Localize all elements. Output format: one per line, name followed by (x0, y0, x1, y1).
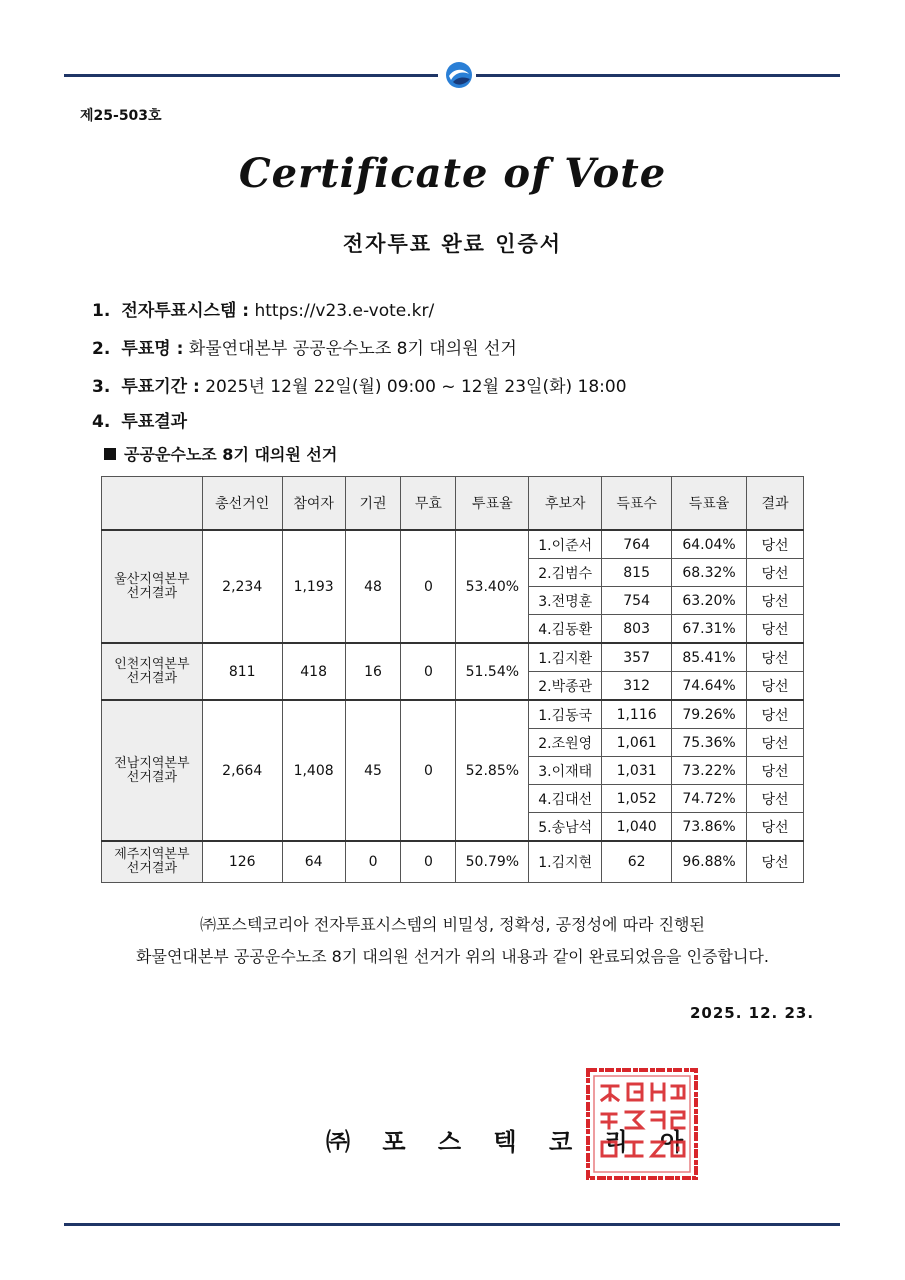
result-cell: 당선 (747, 757, 804, 785)
result-cell: 당선 (747, 700, 804, 729)
votes-cell: 1,116 (602, 700, 672, 729)
vote-rate-cell: 96.88% (672, 841, 747, 883)
votes-cell: 754 (602, 587, 672, 615)
candidate-cell: 4.김동환 (529, 615, 602, 644)
vote-rate-cell: 74.64% (672, 672, 747, 701)
result-cell: 당선 (747, 672, 804, 701)
votes-cell: 815 (602, 559, 672, 587)
invalid-cell: 0 (401, 530, 456, 643)
top-rule-left (64, 74, 438, 77)
abstain-cell: 48 (345, 530, 401, 643)
bottom-rule (64, 1223, 840, 1226)
info-item-system: 1. 전자투표시스템 : https://v23.e-vote.kr/ (92, 301, 435, 321)
votes-cell: 1,031 (602, 757, 672, 785)
vote-rate-cell: 68.32% (672, 559, 747, 587)
candidate-cell: 4.김대선 (529, 785, 602, 813)
votes-cell: 62 (602, 841, 672, 883)
votes-cell: 357 (602, 643, 672, 672)
abstain-cell: 0 (345, 841, 401, 883)
vote-rate-cell: 64.04% (672, 530, 747, 559)
result-cell: 당선 (747, 587, 804, 615)
vote-rate-cell: 73.86% (672, 813, 747, 842)
table-row (102, 700, 804, 729)
vote-rate-cell: 74.72% (672, 785, 747, 813)
participants-cell: 1,408 (282, 700, 345, 841)
results-table (101, 476, 804, 883)
header-abstain: 기권 (345, 477, 401, 531)
participants-cell: 418 (282, 643, 345, 700)
vote-rate-cell: 73.22% (672, 757, 747, 785)
result-cell: 당선 (747, 841, 804, 883)
result-cell: 당선 (747, 643, 804, 672)
region-cell: 제주지역본부 선거결과 (102, 841, 203, 883)
total-voters-cell: 811 (202, 643, 282, 700)
votes-cell: 1,061 (602, 729, 672, 757)
header-result: 결과 (747, 477, 804, 531)
top-rule-right (476, 74, 840, 77)
result-cell: 당선 (747, 530, 804, 559)
region-cell: 인천지역본부 선거결과 (102, 643, 203, 700)
votes-cell: 312 (602, 672, 672, 701)
abstain-cell: 16 (345, 643, 401, 700)
total-voters-cell: 2,234 (202, 530, 282, 643)
votes-cell: 803 (602, 615, 672, 644)
square-bullet-icon (104, 448, 116, 460)
candidate-cell: 1.김지환 (529, 643, 602, 672)
certificate-title-korean: 전자투표 완료 인증서 (342, 232, 563, 256)
certification-statement-line-1: ㈜포스텍코리아 전자투표시스템의 비밀성, 정확성, 공정성에 따라 진행된 (200, 915, 705, 934)
result-cell: 당선 (747, 813, 804, 842)
header-turnout: 투표율 (456, 477, 529, 531)
section-title: 공공운수노조 8기 대의원 선거 (104, 442, 337, 465)
header-total-voters: 총선거인 (202, 477, 282, 531)
turnout-cell: 52.85% (456, 700, 529, 841)
info-item-vote-period: 3. 투표기간 : 2025년 12월 22일(월) 09:00 ~ 12월 23일(화) 18:00 (92, 377, 627, 397)
invalid-cell: 0 (401, 643, 456, 700)
region-cell: 전남지역본부 선거결과 (102, 700, 203, 841)
issue-date: 2025. 12. 23. (690, 1004, 815, 1022)
info-item-vote-name: 2. 투표명 : 화물연대본부 공공운수노조 8기 대의원 선거 (92, 339, 517, 359)
header-votes: 득표수 (602, 477, 672, 531)
abstain-cell: 45 (345, 700, 401, 841)
result-cell: 당선 (747, 729, 804, 757)
header-candidate: 후보자 (529, 477, 602, 531)
certificate-title-english: Certificate of Vote (238, 150, 667, 197)
turnout-cell: 51.54% (456, 643, 529, 700)
candidate-cell: 3.전명훈 (529, 587, 602, 615)
turnout-cell: 53.40% (456, 530, 529, 643)
total-voters-cell: 126 (202, 841, 282, 883)
candidate-cell: 2.김범수 (529, 559, 602, 587)
vote-rate-cell: 67.31% (672, 615, 747, 644)
company-name: ㈜ 포 스 텍 코 리 아 (326, 1128, 696, 1156)
candidate-cell: 1.김동국 (529, 700, 602, 729)
vote-rate-cell: 85.41% (672, 643, 747, 672)
table-row (102, 530, 804, 559)
votes-cell: 1,040 (602, 813, 672, 842)
candidate-cell: 3.이재태 (529, 757, 602, 785)
company-logo-icon (444, 60, 474, 90)
table-row (102, 841, 804, 883)
info-item-vote-result: 4. 투표결과 (92, 412, 188, 432)
region-cell: 울산지역본부 선거결과 (102, 530, 203, 643)
document-number: 제25-503호 (80, 108, 162, 124)
result-cell: 당선 (747, 785, 804, 813)
vote-rate-cell: 63.20% (672, 587, 747, 615)
votes-cell: 764 (602, 530, 672, 559)
votes-cell: 1,052 (602, 785, 672, 813)
participants-cell: 1,193 (282, 530, 345, 643)
table-row (102, 643, 804, 672)
result-cell: 당선 (747, 615, 804, 644)
vote-rate-cell: 79.26% (672, 700, 747, 729)
certification-statement-line-2: 화물연대본부 공공운수노조 8기 대의원 선거가 위의 내용과 같이 완료되었음을 인증합니다. (136, 947, 769, 966)
table-header-row (102, 477, 804, 531)
candidate-cell: 1.김지현 (529, 841, 602, 883)
total-voters-cell: 2,664 (202, 700, 282, 841)
candidate-cell: 2.박종관 (529, 672, 602, 701)
header-cell-blank (102, 477, 203, 531)
invalid-cell: 0 (401, 700, 456, 841)
header-invalid: 무효 (401, 477, 456, 531)
vote-rate-cell: 75.36% (672, 729, 747, 757)
header-vote-rate: 득표율 (672, 477, 747, 531)
turnout-cell: 50.79% (456, 841, 529, 883)
company-seal-stamp (584, 1066, 700, 1182)
candidate-cell: 5.송남석 (529, 813, 602, 842)
participants-cell: 64 (282, 841, 345, 883)
header-participants: 참여자 (282, 477, 345, 531)
invalid-cell: 0 (401, 841, 456, 883)
candidate-cell: 2.조원영 (529, 729, 602, 757)
candidate-cell: 1.이준서 (529, 530, 602, 559)
result-cell: 당선 (747, 559, 804, 587)
